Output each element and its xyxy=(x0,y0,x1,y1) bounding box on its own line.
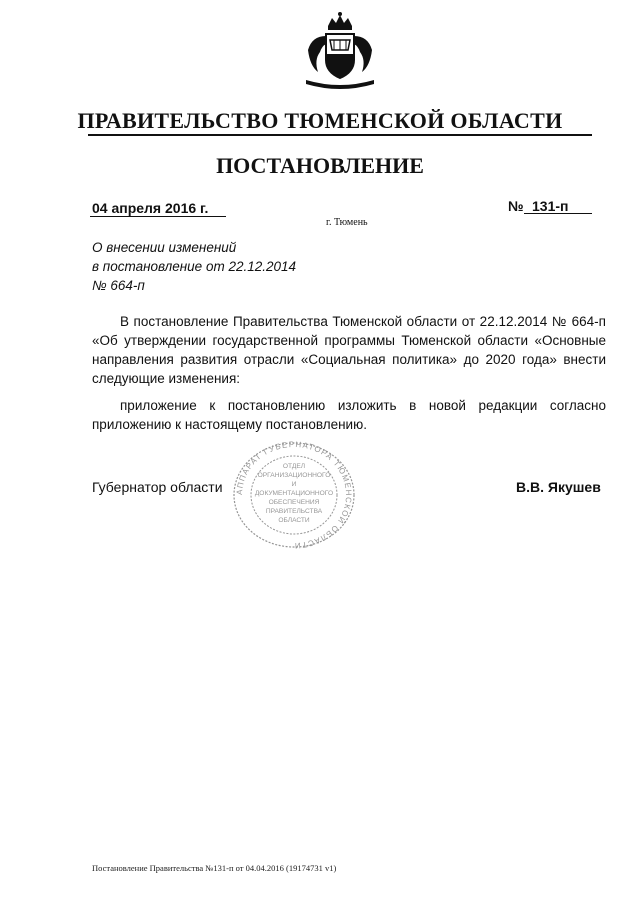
coat-of-arms-icon xyxy=(300,10,380,90)
city-label: г. Тюмень xyxy=(326,217,368,228)
signer-name: В.В. Якушев xyxy=(516,479,601,495)
body-paragraph: В постановление Правительства Тюменской области от 22.12.2014 № 664-п «Об утверждении государственной программы Тюменской области «Основные направления развития отрасли «Социальная политика» до 2020 года» внести следующие изменения: xyxy=(92,314,606,386)
stamp-line: ДОКУМЕНТАЦИОННОГО xyxy=(254,490,334,497)
number-label: № xyxy=(508,198,524,214)
document-subject xyxy=(92,238,352,295)
document-body xyxy=(92,312,606,442)
document-type: ПОСТАНОВЛЕНИЕ xyxy=(216,153,424,178)
subject-line: О внесении изменений xyxy=(92,240,237,255)
government-title: ПРАВИТЕЛЬСТВО ТЮМЕНСКОЙ ОБЛАСТИ xyxy=(77,108,563,133)
stamp-line: И xyxy=(291,481,297,488)
document-number: 131-п xyxy=(532,198,569,214)
signer-title: Губернатор области xyxy=(92,479,223,495)
title-underline xyxy=(88,134,592,136)
stamp-line: ОРГАНИЗАЦИОННОГО xyxy=(257,472,331,479)
number-underline xyxy=(524,213,592,214)
stamp-line: ПРАВИТЕЛЬСТВА xyxy=(265,508,323,515)
stamp-line: ОБЕСПЕЧЕНИЯ xyxy=(268,499,320,506)
date-underline xyxy=(90,216,226,217)
stamp-line: ОБЛАСТИ xyxy=(278,517,310,524)
footer-document-id: Постановление Правительства №131-п от 04.04.2016 (19174731 v1) xyxy=(92,863,337,873)
subject-line: в постановление от 22.12.2014 xyxy=(92,259,297,274)
body-paragraph: приложение к постановлению изложить в новой редакции согласно приложению к настоящему постановлению. xyxy=(92,398,606,432)
official-stamp xyxy=(232,440,356,550)
document-date: 04 апреля 2016 г. xyxy=(92,200,209,216)
subject-line: № 664-п xyxy=(92,278,145,293)
stamp-ring-text: АППАРАТ ГУБЕРНАТОРА ТЮМЕНСКОЙ ОБЛАСТИ xyxy=(234,440,354,550)
stamp-line: ОТДЕЛ xyxy=(282,463,306,470)
